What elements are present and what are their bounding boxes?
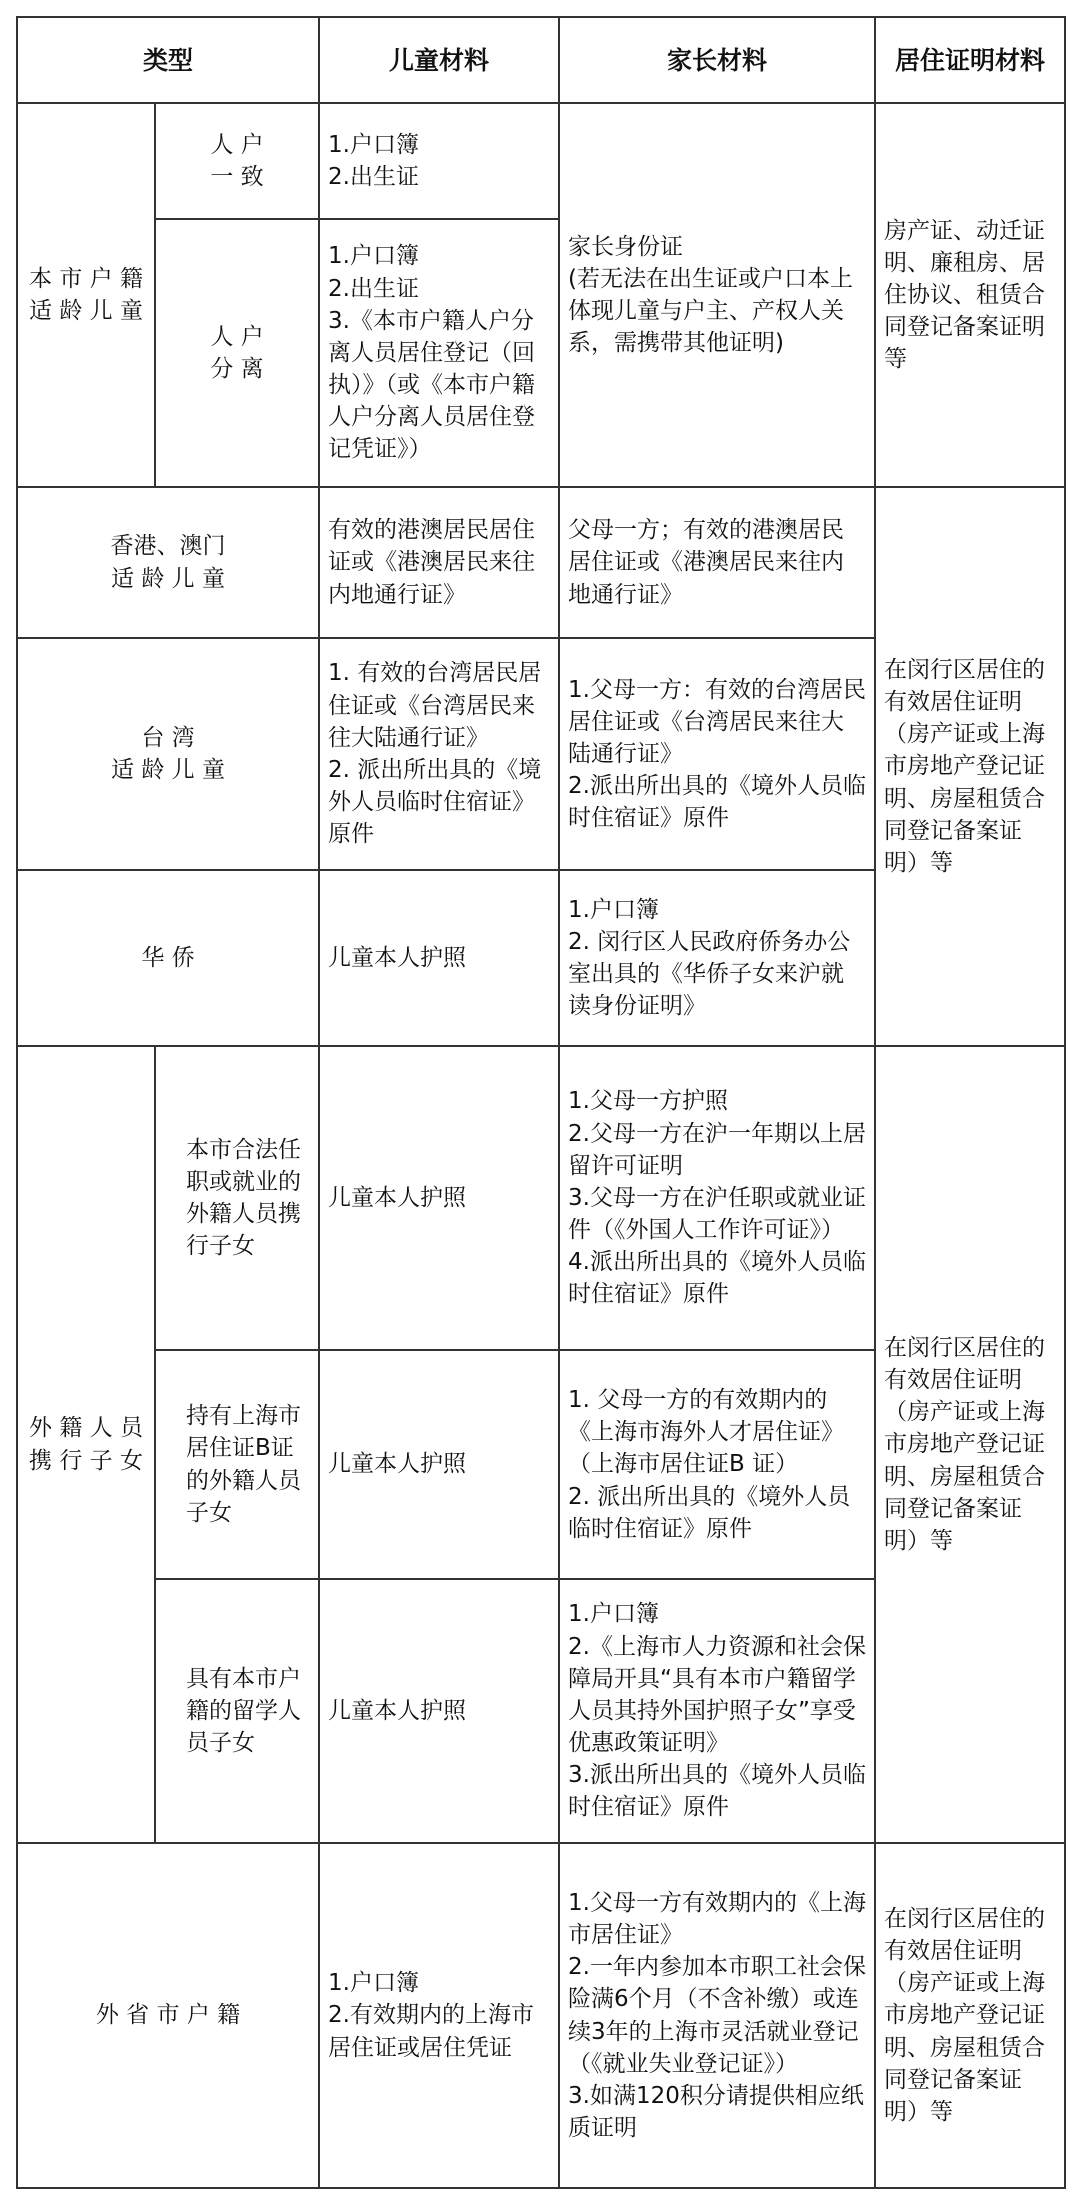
list-item: 2. 派出所出具的《境外人员临时住宿证》原件	[568, 1483, 851, 1542]
list-item: 1.户口簿	[568, 1601, 659, 1628]
list-item: 2.父母一方在沪一年期以上居留许可证明	[568, 1120, 866, 1179]
list-item: 1. 父母一方的有效期内的《上海市海外人才居住证》（上海市居住证B 证）	[568, 1387, 845, 1478]
subcategory-residence-permit-b: 持有上海市居住证B证的外籍人员子女	[155, 1350, 319, 1579]
list-item: 2.出生证	[328, 164, 419, 190]
parent-materials-cell: 父母一方；有效的港澳居民居住证或《港澳居民来往内地通行证》	[559, 487, 875, 638]
child-materials-cell	[319, 638, 559, 870]
enrollment-materials-table	[16, 16, 1066, 2189]
subcategory-foreign-employed: 本市合法任职或就业的外籍人员携行子女	[155, 1046, 319, 1350]
category-other-provinces: 外 省 市 户 籍	[17, 1843, 319, 2188]
list-item: 3.如满120积分请提供相应纸质证明	[568, 2082, 864, 2142]
parent-materials-cell	[559, 1843, 875, 2188]
child-materials-cell	[319, 103, 559, 219]
category-overseas-chinese: 华 侨	[17, 870, 319, 1046]
list-item: 3.派出所出具的《境外人员临时住宿证》原件	[568, 1762, 866, 1821]
list-item: 1. 有效的台湾居民居住证或《台湾居民来往大陆通行证》	[328, 660, 542, 751]
list-item: 2.一年内参加本市职工社会保险满6个月（不含补缴）或连续3年的上海市灵活就业登记（《就业失业登记证》）	[568, 1954, 866, 2077]
child-materials-cell: 儿童本人护照	[319, 1046, 559, 1350]
list-item: 1.户口簿	[328, 1970, 419, 1997]
header-parent-materials: 家长材料	[559, 17, 875, 103]
list-item: 3.父母一方在沪任职或就业证件（《外国人工作许可证》）	[568, 1184, 866, 1244]
list-item: 2.派出所出具的《境外人员临时住宿证》原件	[568, 773, 866, 832]
child-materials-cell: 儿童本人护照	[319, 1579, 559, 1843]
list-item: 1.父母一方有效期内的《上海市居住证》	[568, 1889, 866, 1948]
list-item: 1.户口簿	[568, 896, 659, 923]
category-taiwan: 台 湾 适 龄 儿 童	[17, 638, 319, 870]
list-item: 2. 闵行区人民政府侨务办公室出具的《华侨子女来沪就读身份证明》	[568, 928, 851, 1020]
parent-materials-cell	[559, 1579, 875, 1843]
child-materials-cell	[319, 1843, 559, 2188]
header-child-materials: 儿童材料	[319, 17, 559, 103]
category-local-hukou: 本 市 户 籍 适 龄 儿 童	[17, 103, 155, 487]
table-row	[17, 1843, 1065, 2188]
list-item: 4.派出所出具的《境外人员临时住宿证》原件	[568, 1249, 866, 1308]
list-item: 3.《本市户籍人户分离人员居住登记（回执）》（或《本市户籍人户分离人员居住登记凭证》）	[328, 307, 536, 463]
list-item: 1.户口簿	[328, 131, 419, 158]
child-materials-cell: 儿童本人护照	[319, 870, 559, 1046]
list-item: 2.《上海市人力资源和社会保障局开具“具有本市户籍留学人员其持外国护照子女”享受优惠政策证明》	[568, 1633, 866, 1757]
list-item: 1.父母一方护照	[568, 1088, 728, 1115]
residence-materials-cell: 房产证、动迁证明、廉租房、居住协议、租赁合同登记备案证明等	[875, 103, 1065, 487]
header-residence-materials: 居住证明材料	[875, 17, 1065, 103]
list-item: 1.父母一方：有效的台湾居民居住证或《台湾居民来往大陆通行证》	[568, 676, 866, 767]
category-foreign-nationals: 外 籍 人 员 携 行 子 女	[17, 1046, 155, 1843]
header-row	[17, 17, 1065, 103]
residence-materials-cell: 在闵行区居住的有效居住证明（房产证或上海市房地产登记证明、房屋租赁合同登记备案证明）等	[875, 1843, 1065, 2188]
list-item: 1.户口簿	[328, 243, 419, 270]
table-row	[17, 103, 1065, 219]
residence-materials-cell: 在闵行区居住的有效居住证明（房产证或上海市房地产登记证明、房屋租赁合同登记备案证明）等	[875, 487, 1065, 1046]
child-materials-cell: 儿童本人护照	[319, 1350, 559, 1579]
list-item: 2. 派出所出具的《境外人员临时住宿证》原件	[328, 757, 542, 848]
parent-materials-cell	[559, 1350, 875, 1579]
child-materials-cell	[319, 219, 559, 487]
subcategory-separate-residence: 人 户 分 离	[155, 219, 319, 487]
list-item: 2.出生证	[328, 275, 419, 302]
parent-materials-cell: 家长身份证 (若无法在出生证或户口本上体现儿童与户主、产权人关系，需携带其他证明)	[559, 103, 875, 487]
header-type: 类型	[17, 17, 319, 103]
category-hk-macao: 香港、澳门 适 龄 儿 童	[17, 487, 319, 638]
child-materials-cell: 有效的港澳居民居住证或《港澳居民来往内地通行证》	[319, 487, 559, 638]
parent-materials-cell	[559, 870, 875, 1046]
subcategory-same-residence: 人 户 一 致	[155, 103, 319, 219]
parent-materials-cell	[559, 1046, 875, 1350]
table-row	[17, 1046, 1065, 1350]
subcategory-returnee-children: 具有本市户籍的留学人员子女	[155, 1579, 319, 1843]
table-row	[17, 487, 1065, 638]
list-item: 2.有效期内的上海市居住证或居住凭证	[328, 2002, 534, 2061]
parent-materials-cell	[559, 638, 875, 870]
residence-materials-cell: 在闵行区居住的有效居住证明（房产证或上海市房地产登记证明、房屋租赁合同登记备案证明）等	[875, 1046, 1065, 1843]
